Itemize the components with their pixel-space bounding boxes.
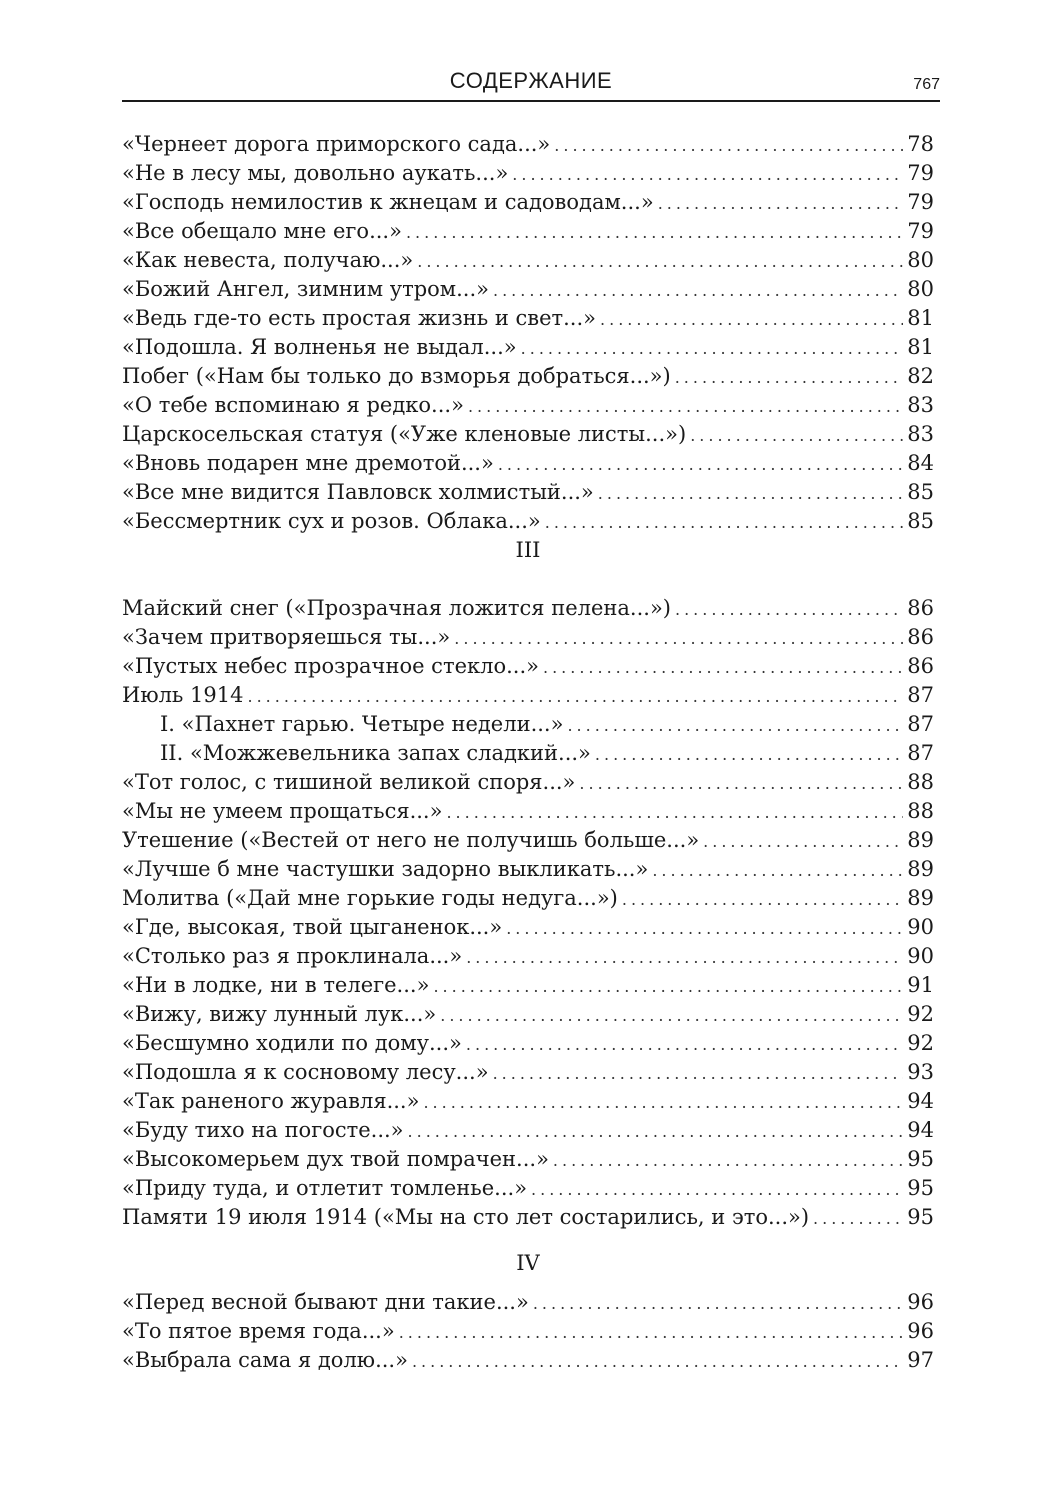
dot-leader — [433, 972, 903, 1000]
dot-leader — [466, 1030, 903, 1058]
toc-entry-page: 82 — [907, 364, 934, 388]
dot-leader — [622, 885, 903, 913]
toc-entry-title: «Господь немилостив к жнецам и садоводам...» — [122, 190, 654, 214]
toc-entry — [122, 420, 934, 449]
toc-entry — [122, 1346, 934, 1375]
dot-leader — [553, 1146, 903, 1174]
toc-entry-page: 95 — [907, 1176, 934, 1200]
dot-leader — [498, 450, 903, 478]
toc-entry-page: 91 — [907, 973, 934, 997]
dot-leader — [595, 740, 903, 768]
toc-entry-title: Утешение («Вестей от него не получишь больше...» — [122, 828, 700, 852]
running-header — [122, 60, 940, 102]
toc-entry-title: «Мы не умеем прощаться...» — [122, 799, 443, 823]
toc-entry — [122, 1087, 934, 1116]
toc-entry — [122, 507, 934, 536]
dot-leader — [412, 1347, 903, 1375]
table-of-contents — [122, 130, 934, 1375]
toc-entry-page: 89 — [907, 828, 934, 852]
dot-leader — [521, 334, 904, 362]
toc-entry-title: II. «Можжевельника запах сладкий...» — [160, 741, 591, 765]
dot-leader — [506, 914, 903, 942]
toc-entry-page: 92 — [907, 1002, 934, 1026]
toc-entry-title: «Все мне видится Павловск холмистый...» — [122, 480, 594, 504]
toc-entry-page: 86 — [907, 625, 934, 649]
dot-leader — [423, 1088, 903, 1116]
toc-entry-title: Побег («Нам бы только до взморья добраться...») — [122, 364, 671, 388]
toc-entry-page: 86 — [907, 596, 934, 620]
dot-leader — [466, 943, 903, 971]
toc-entry-page: 89 — [907, 886, 934, 910]
toc-entry — [122, 942, 934, 971]
section-heading-iv: IV — [516, 1251, 540, 1275]
toc-entry-title: I. «Пахнет гарью. Четыре недели...» — [160, 712, 564, 736]
toc-entry — [122, 884, 934, 913]
dot-leader — [493, 1059, 904, 1087]
toc-entry-page: 87 — [907, 683, 934, 707]
dot-leader — [468, 392, 903, 420]
dot-leader — [652, 856, 903, 884]
toc-entry-title: Майский снег («Прозрачная ложится пелена...») — [122, 596, 671, 620]
toc-entry — [122, 855, 934, 884]
toc-entry — [122, 478, 934, 507]
spacer — [122, 565, 934, 594]
dot-leader — [408, 1117, 904, 1145]
toc-entry — [122, 739, 934, 768]
toc-entry-page: 90 — [907, 915, 934, 939]
dot-leader — [703, 827, 903, 855]
page-title: СОДЕРЖАНИЕ — [449, 68, 613, 93]
toc-entry — [122, 652, 934, 681]
toc-entry — [122, 710, 934, 739]
toc-entry-page: 80 — [907, 248, 934, 272]
toc-entry — [122, 333, 934, 362]
toc-entry-title: «Лучше б мне частушки задорно выкликать...» — [122, 857, 649, 881]
toc-entry — [122, 304, 934, 333]
dot-leader — [567, 711, 903, 739]
spacer — [122, 1232, 934, 1249]
toc-entry — [122, 246, 934, 275]
toc-entry-title: «Чернеет дорога приморского сада...» — [122, 132, 551, 156]
dot-leader — [531, 1175, 903, 1203]
toc-entry-page: 97 — [907, 1348, 934, 1372]
toc-entry-page: 79 — [907, 190, 934, 214]
toc-entry-title: «Высокомерьем дух твой помрачен...» — [122, 1147, 549, 1171]
toc-entry — [122, 362, 934, 391]
page-number: 767 — [913, 76, 940, 93]
spacer — [122, 1278, 934, 1288]
toc-entry-title: «То пятое время года...» — [122, 1319, 395, 1343]
toc-entry — [122, 391, 934, 420]
dot-leader — [533, 1289, 903, 1317]
toc-entry-page: 81 — [907, 306, 934, 330]
toc-entry-title: «Все обещало мне его...» — [122, 219, 402, 243]
toc-entry — [122, 1145, 934, 1174]
toc-entry-title: «Выбрала сама я долю...» — [122, 1348, 408, 1372]
toc-entry-title: «Буду тихо на погосте...» — [122, 1118, 404, 1142]
toc-entry — [122, 826, 934, 855]
toc-entry — [122, 159, 934, 188]
dot-leader — [417, 247, 903, 275]
toc-entry-title: «Как невеста, получаю...» — [122, 248, 414, 272]
toc-entry-page: 95 — [907, 1147, 934, 1171]
dot-leader — [454, 624, 903, 652]
dot-leader — [399, 1318, 904, 1346]
toc-entry-page: 95 — [907, 1205, 934, 1229]
toc-entry — [122, 623, 934, 652]
toc-entry-title: «Не в лесу мы, довольно аукать...» — [122, 161, 509, 185]
dot-leader — [675, 595, 903, 623]
toc-entry-page: 81 — [907, 335, 934, 359]
toc-entry-title: «Перед весной бывают дни такие...» — [122, 1290, 529, 1314]
toc-entry — [122, 1116, 934, 1145]
toc-entry-page: 96 — [907, 1319, 934, 1343]
dot-leader — [598, 479, 903, 507]
dot-leader — [440, 1001, 903, 1029]
toc-entry — [122, 681, 934, 710]
toc-entry-page: 94 — [907, 1118, 934, 1142]
dot-leader — [579, 769, 903, 797]
toc-group-top — [122, 130, 934, 536]
dot-leader — [446, 798, 903, 826]
toc-entry — [122, 594, 934, 623]
toc-entry — [122, 188, 934, 217]
toc-entry-page: 80 — [907, 277, 934, 301]
toc-entry-title: «Приду туда, и отлетит томленье...» — [122, 1176, 528, 1200]
toc-entry-title: «Подошла. Я волненья не выдал...» — [122, 335, 517, 359]
toc-entry — [122, 971, 934, 1000]
toc-entry-page: 83 — [907, 393, 934, 417]
toc-entry-page: 86 — [907, 654, 934, 678]
toc-entry-page: 85 — [907, 480, 934, 504]
toc-entry-title: Памяти 19 июля 1914 («Мы на сто лет состарились, и это...») — [122, 1205, 810, 1229]
toc-entry-title: «Ведь где-то есть простая жизнь и свет...» — [122, 306, 597, 330]
dot-leader — [248, 682, 904, 710]
dot-leader — [406, 218, 903, 246]
dot-leader — [493, 276, 903, 304]
dot-leader — [658, 189, 904, 217]
toc-entry-title: «Зачем притворяешься ты...» — [122, 625, 451, 649]
toc-entry-title: «Божий Ангел, зимним утром...» — [122, 277, 489, 301]
toc-entry-page: 79 — [907, 219, 934, 243]
toc-entry-title: «Вновь подарен мне дремотой...» — [122, 451, 494, 475]
toc-entry-title: «Так раненого журавля...» — [122, 1089, 420, 1113]
toc-entry-title: «О тебе вспоминаю я редко...» — [122, 393, 464, 417]
toc-entry-page: 84 — [907, 451, 934, 475]
toc-entry-page: 92 — [907, 1031, 934, 1055]
section-heading-iii: III — [515, 538, 541, 562]
toc-entry-page: 88 — [907, 770, 934, 794]
toc-entry — [122, 797, 934, 826]
toc-entry-page: 83 — [907, 422, 934, 446]
toc-entry — [122, 1317, 934, 1346]
toc-group-iii — [122, 594, 934, 1232]
toc-entry-title: «Тот голос, с тишиной великой споря...» — [122, 770, 576, 794]
toc-entry-page: 78 — [907, 132, 934, 156]
toc-entry — [122, 275, 934, 304]
toc-entry-title: «Пустых небес прозрачное стекло...» — [122, 654, 539, 678]
toc-group-iv — [122, 1288, 934, 1375]
toc-entry — [122, 449, 934, 478]
dot-leader — [512, 160, 903, 188]
dot-leader — [675, 363, 904, 391]
dot-leader — [545, 508, 904, 536]
toc-entry — [122, 1029, 934, 1058]
toc-entry-page: 87 — [907, 712, 934, 736]
toc-entry-page: 79 — [907, 161, 934, 185]
toc-entry — [122, 1288, 934, 1317]
toc-entry-page: 89 — [907, 857, 934, 881]
toc-entry — [122, 1203, 934, 1232]
dot-leader — [690, 421, 903, 449]
toc-entry-page: 85 — [907, 509, 934, 533]
toc-entry-title: «Столько раз я проклинала...» — [122, 944, 463, 968]
toc-entry-title: Июль 1914 — [122, 683, 244, 707]
toc-entry-title: «Бесшумно ходили по дому...» — [122, 1031, 462, 1055]
toc-entry — [122, 130, 934, 159]
dot-leader — [543, 653, 903, 681]
toc-entry-page: 87 — [907, 741, 934, 765]
toc-entry-title: «Где, высокая, твой цыганенок...» — [122, 915, 503, 939]
toc-entry — [122, 217, 934, 246]
toc-entry-page: 88 — [907, 799, 934, 823]
dot-leader — [600, 305, 903, 333]
dot-leader — [554, 131, 903, 159]
toc-entry-page: 90 — [907, 944, 934, 968]
toc-entry — [122, 913, 934, 942]
toc-entry-title: «Ни в лодке, ни в телеге...» — [122, 973, 430, 997]
toc-entry-page: 94 — [907, 1089, 934, 1113]
toc-entry-title: «Подошла я к сосновому лесу...» — [122, 1060, 489, 1084]
toc-entry-title: Молитва («Дай мне горькие годы недуга...») — [122, 886, 618, 910]
toc-entry — [122, 768, 934, 797]
dot-leader — [813, 1204, 903, 1232]
toc-entry — [122, 1058, 934, 1087]
toc-entry-title: Царскосельская статуя («Уже кленовые листы...») — [122, 422, 687, 446]
toc-entry — [122, 1000, 934, 1029]
toc-entry-title: «Бессмертник сух и розов. Облака...» — [122, 509, 541, 533]
toc-entry-page: 93 — [907, 1060, 934, 1084]
toc-entry — [122, 1174, 934, 1203]
toc-entry-page: 96 — [907, 1290, 934, 1314]
toc-entry-title: «Вижу, вижу лунный лук...» — [122, 1002, 437, 1026]
